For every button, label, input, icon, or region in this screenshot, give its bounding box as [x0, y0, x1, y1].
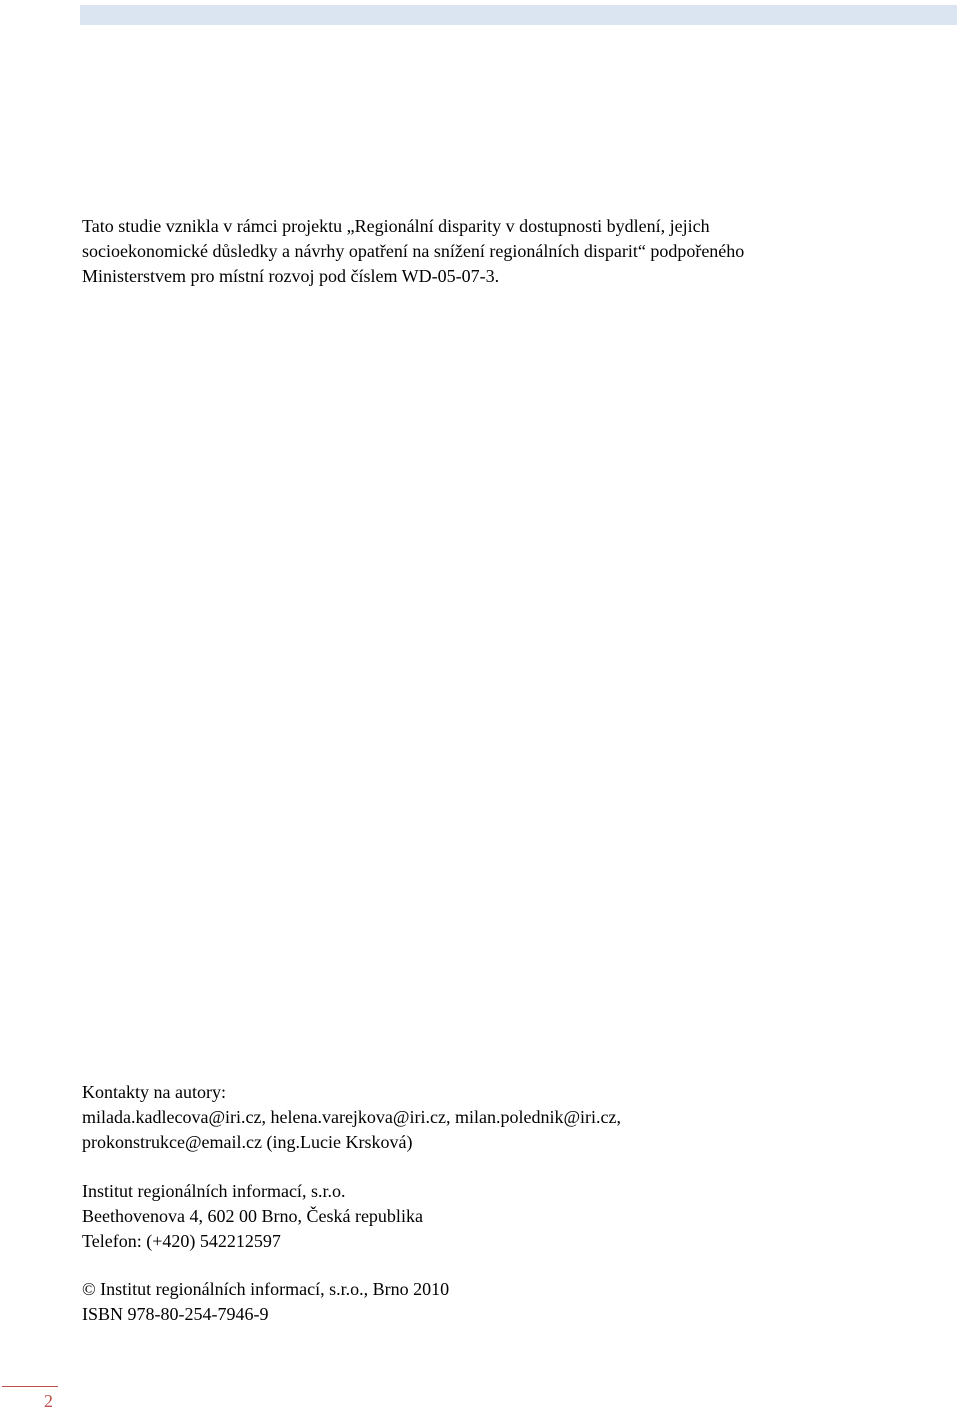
- page-number-rule: [2, 1386, 58, 1387]
- institute-address: Beethovenova 4, 602 00 Brno, Česká republika: [82, 1206, 423, 1226]
- page-number: 2: [44, 1391, 53, 1411]
- contacts-section: [82, 1080, 942, 1327]
- author-emails: milada.kadlecova@iri.cz, helena.varejkova@iri.cz, milan.polednik@iri.cz,: [82, 1107, 622, 1127]
- intro-line: Ministerstvem pro místní rozvoj pod číslem WD-05-07-3.: [82, 266, 500, 286]
- isbn: ISBN 978-80-254-7946-9: [82, 1304, 269, 1324]
- intro-line: socioekonomické důsledky a návrhy opatření na snížení regionálních disparit“ podpořeného: [82, 241, 745, 261]
- contacts-heading: Kontakty na autory:: [82, 1082, 226, 1102]
- intro-line: Tato studie vznikla v rámci projektu „Regionální disparity v dostupnosti bydlení, jejich: [82, 216, 710, 236]
- institute-phone: Telefon: (+420) 542212597: [82, 1231, 281, 1251]
- header-band: [80, 5, 957, 25]
- copyright-notice: © Institut regionálních informací, s.r.o., Brno 2010: [82, 1279, 450, 1299]
- author-emails: prokonstrukce@email.cz (ing.Lucie Krsková): [82, 1132, 413, 1152]
- spacer: [82, 1254, 942, 1277]
- institute-name: Institut regionálních informací, s.r.o.: [82, 1181, 346, 1201]
- spacer: [82, 1155, 942, 1179]
- intro-paragraph: [82, 214, 942, 289]
